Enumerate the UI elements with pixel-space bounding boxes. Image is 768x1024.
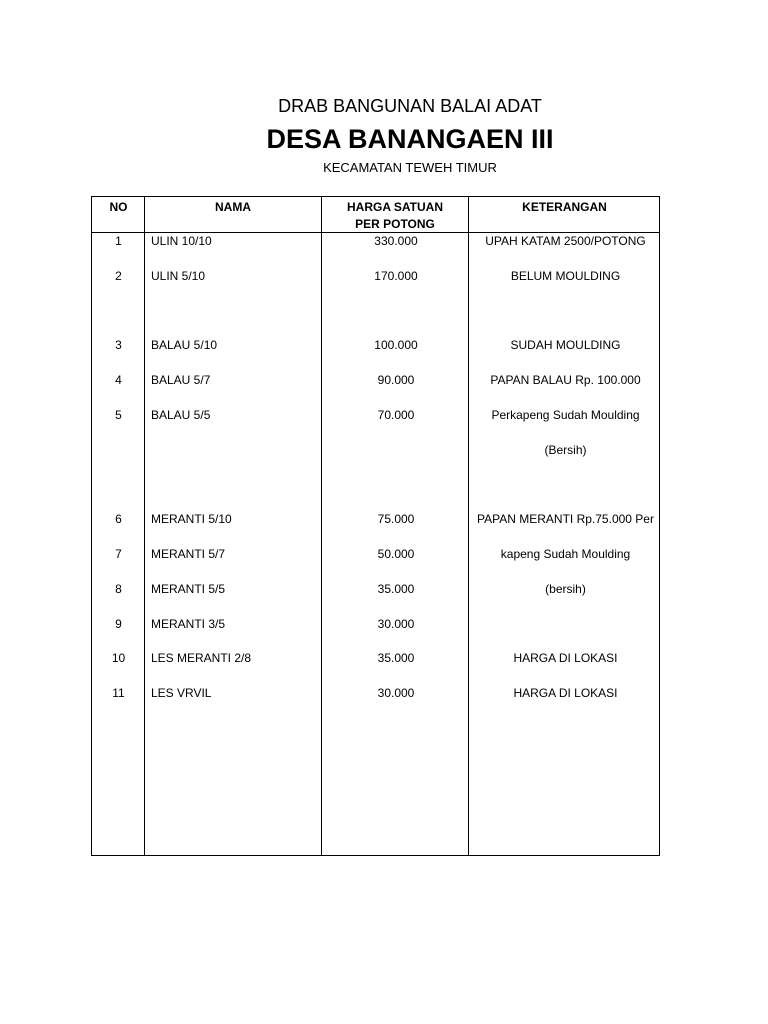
cell-keterangan: PAPAN BALAU Rp. 100.000 [490,373,641,387]
cell-harga: 50.000 [377,547,415,561]
header-keterangan: KETERANGAN [522,200,607,214]
cell-nama: LES VRVIL [151,686,212,700]
table-row [92,269,659,289]
cell-no: 9 [115,617,122,631]
cell-no: 8 [115,582,122,596]
cell-no: 6 [115,512,122,526]
cell-nama: MERANTI 3/5 [151,617,226,631]
cell-nama: MERANTI 5/5 [151,582,226,596]
table-row [92,234,659,254]
cell-no: 4 [115,373,122,387]
cell-keterangan: HARGA DI LOKASI [513,651,618,665]
header-harga [322,199,468,233]
document-subtitle: DESA BANANGAEN III [266,124,554,154]
table-row [92,686,659,706]
cell-keterangan: HARGA DI LOKASI [513,686,618,700]
header-nama: NAMA [215,200,251,214]
cell-harga: 35.000 [377,651,415,665]
table-row [92,373,659,393]
cell-keterangan: (bersih) [545,582,586,596]
cell-nama: BALAU 5/7 [151,373,211,387]
cell-nama: BALAU 5/10 [151,338,218,352]
cell-keterangan: UPAH KATAM 2500/POTONG [485,234,646,248]
cell-nama: MERANTI 5/10 [151,512,232,526]
cell-keterangan: Perkapeng Sudah Moulding [491,408,640,422]
cell-no: 5 [115,408,122,422]
cell-no: 7 [115,547,122,561]
cell-harga: 75.000 [377,512,415,526]
cell-no: 11 [112,686,125,700]
table-row [92,651,659,671]
header-harga-line2: PER POTONG [355,217,435,231]
table-row [92,582,659,602]
cell-harga: 30.000 [377,617,415,631]
table-row [92,338,659,358]
price-table [91,196,660,856]
cell-harga: 330.000 [374,234,418,248]
cell-nama: MERANTI 5/7 [151,547,226,561]
note-bersih: (Bersih) [544,443,587,457]
cell-harga: 70.000 [377,408,415,422]
cell-harga: 90.000 [377,373,415,387]
cell-no: 2 [115,269,122,283]
header-harga-line1: HARGA SATUAN [347,200,443,214]
cell-no: 10 [111,651,126,665]
cell-harga: 170.000 [374,269,418,283]
table-row [92,408,659,428]
cell-keterangan: kapeng Sudah Moulding [500,547,631,561]
cell-nama: LES MERANTI 2/8 [151,651,252,665]
cell-harga: 35.000 [377,582,415,596]
cell-no: 3 [115,338,122,352]
cell-harga: 30.000 [377,686,415,700]
document-district: KECAMATAN TEWEH TIMUR [323,160,497,175]
table-row [92,547,659,567]
table-row [92,617,659,637]
table-row [92,512,659,532]
cell-nama: ULIN 5/10 [151,269,206,283]
cell-keterangan: SUDAH MOULDING [510,338,621,352]
cell-keterangan: BELUM MOULDING [510,269,621,283]
header-no: NO [109,200,128,214]
cell-nama: ULIN 10/10 [151,234,212,248]
cell-no: 1 [115,234,122,248]
cell-nama: BALAU 5/5 [151,408,211,422]
cell-keterangan: PAPAN MERANTI Rp.75.000 Per [477,512,654,526]
document-title: DRAB BANGUNAN BALAI ADAT [278,96,542,116]
cell-harga: 100.000 [374,338,418,352]
